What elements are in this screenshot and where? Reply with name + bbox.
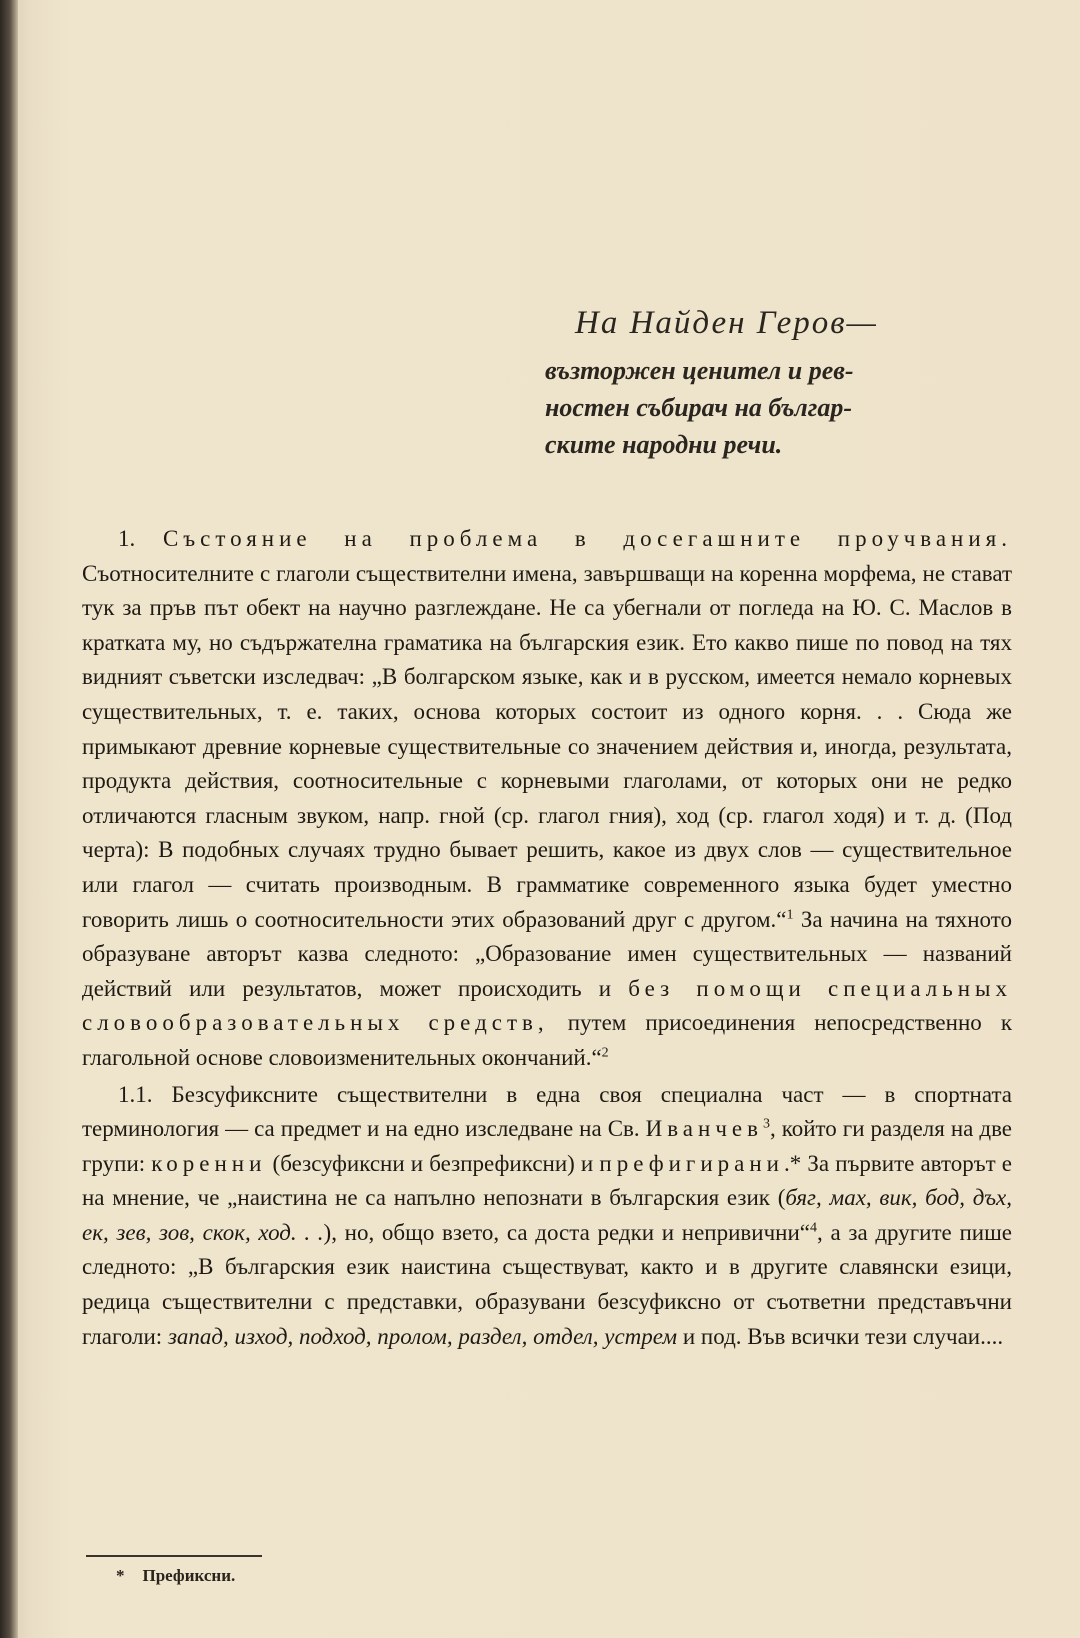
footnote-ref-2: 2 xyxy=(601,1045,609,1061)
section-1-1-text-6: , а за другите пише следното: „В българския език наистина съществуват, както и в другите славянски езици, редица съществителни с представки, образувани безсуфиксно от съответни представъчни глаголи: xyxy=(82,1219,1012,1349)
group-term-1: коренни xyxy=(151,1150,267,1176)
examples-list-2: запад, изход, подход, пролом, раздел, отдел, устрем xyxy=(167,1323,678,1349)
dedication-text: възторжен ценител и рев- ностен събирач на българ- ските народни речи. xyxy=(545,356,854,459)
footnote-ref-1: 1 xyxy=(786,906,794,922)
main-text xyxy=(82,522,1012,1354)
section-1-1-text-1: Безсуфиксните съществителни в една своя специална част — в спортната терминология — са предмет и на едно изследване на Св. xyxy=(82,1081,1013,1142)
section-1-1-text-4: .* За първите авторът е на мнение, че „наистина не са напълно непознати в българския език ( xyxy=(82,1150,1013,1211)
dedication xyxy=(545,305,1015,463)
footnote xyxy=(116,1566,235,1586)
section-1-spaced-phrase: без помощи специальных словообразовательных средств, xyxy=(82,975,1012,1036)
section-1-text-3: путем присоединения непосредственно к глагольной основе словоизменительных окончаний.“ xyxy=(82,1010,1013,1070)
section-1-1-text-3: (безсуфиксни и безпрефиксни) и xyxy=(266,1150,600,1176)
footnote-marker: * xyxy=(116,1566,125,1585)
examples-list-1: бяг, мах, вик, бод, дъх, ек, зев, зов, скок, ход. . . xyxy=(82,1185,1012,1245)
section-1-1-text-7: и под. Във всички тези случаи.... xyxy=(677,1323,1004,1349)
section-1-1-paragraph xyxy=(82,1078,1012,1355)
book-spine-shadow xyxy=(0,0,18,1638)
footnote-divider xyxy=(86,1555,262,1557)
dedication-name-line: На Найден Геров— xyxy=(575,305,878,341)
author-name: Иванчев xyxy=(645,1116,763,1142)
footnote-text: Префиксни. xyxy=(142,1566,236,1585)
section-1-1-number: 1.1. xyxy=(118,1081,153,1107)
footnote-ref-4: 4 xyxy=(810,1220,817,1236)
section-1-heading: Състояние на проблема в досегашните проучвания. xyxy=(162,526,1013,551)
group-term-2: префигирани xyxy=(599,1150,784,1176)
section-1-1-text-5: ), но, общо взето, са доста редки и непривични“ xyxy=(323,1219,810,1245)
section-1-number: 1. xyxy=(118,526,136,551)
footnote-ref-3: 3 xyxy=(762,1116,770,1132)
section-1-paragraph xyxy=(82,522,1012,1076)
section-1-1-text-2: , който ги разделя на две групи: xyxy=(82,1116,1012,1176)
section-1-text: Съотносителните с глаголи съществителни имена, завършващи на коренна морфема, не стават тук за пръв път обект на научно разглеждане. Не са убегнали от погледа на Ю. С. Маслов в кратката му, но съдържателна граматика на българския език. Ето какво пише по повод на тях видният съветски изследвач: „В болгарском языке, как и в русском, имеется немало корневых существительных, т. е. таких, основа которых состоит из одного корня. . . Сюда же примыкают древние корневые существительные со значением действия и, иногда, результата, продукта действия, соотносительные с корневыми глаголами, от которых они не редко отличаются гласным звуком, напр. гной (ср. глагол гния), ход (ср. глагол ходя) и т. д. (Под черта): В подобных случаях трудно бывает решить, какое из двух слов — существительное или глагол — считать производным. В грамматике современного языка будет уместно говорить лишь о соотносительности этих образований друг с другом.“ xyxy=(82,560,1012,932)
section-1-text-2: За начина на тяхното образуване авторът казва следното: „Образование имен существительных — названий действий или результатов, может происходить и xyxy=(82,906,1012,1001)
